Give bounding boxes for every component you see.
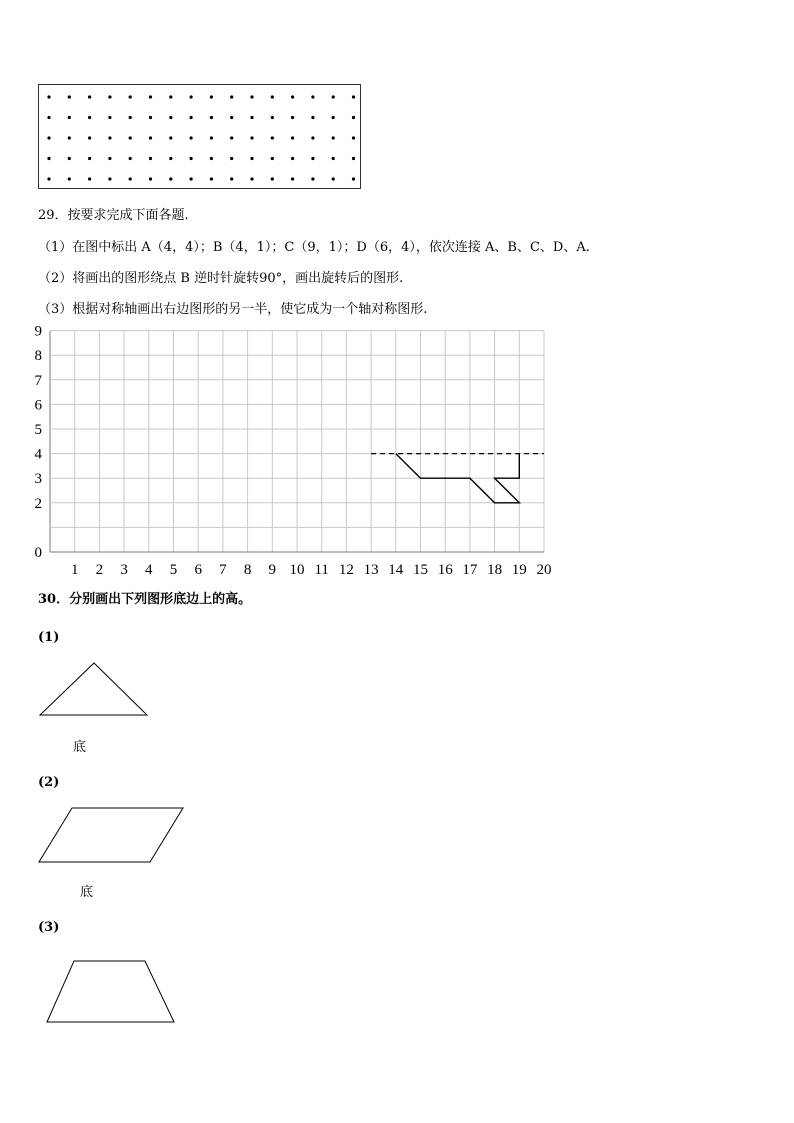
y-tick-label: 4 — [34, 446, 42, 463]
grid-dot — [169, 136, 172, 139]
x-tick-label: 4 — [145, 562, 153, 578]
grid-dot — [332, 177, 335, 180]
grid-dot — [68, 136, 71, 139]
grid-dot — [190, 136, 193, 139]
grid-dot — [149, 95, 152, 98]
x-tick-label: 10 — [289, 562, 305, 578]
grid-dot — [271, 116, 274, 119]
grid-dot — [108, 157, 111, 160]
grid-dot — [149, 116, 152, 119]
grid-dot — [230, 136, 233, 139]
x-tick-label: 7 — [219, 562, 227, 578]
x-tick-label: 13 — [363, 562, 379, 578]
grid-dot — [68, 95, 71, 98]
grid-dot — [169, 177, 172, 180]
grid-dot — [230, 157, 233, 160]
grid-dot — [352, 177, 355, 180]
coordinate-grid — [30, 322, 570, 584]
grid-dot — [190, 177, 193, 180]
grid-dot — [88, 95, 91, 98]
y-tick-label: 3 — [34, 471, 42, 488]
q29-heading: 29．按要求完成下面各题. — [38, 208, 189, 223]
grid-dot — [311, 116, 314, 119]
x-tick-label: 15 — [413, 562, 428, 578]
grid-dot — [68, 116, 71, 119]
grid-dot — [291, 157, 294, 160]
x-tick-label: 5 — [169, 562, 178, 578]
grid-dot — [190, 157, 193, 160]
grid-dot — [311, 136, 314, 139]
grid-dot — [169, 95, 172, 98]
x-tick-label: 12 — [338, 562, 354, 578]
grid-dot — [47, 95, 50, 98]
grid-dot — [291, 116, 294, 119]
grid-dot — [149, 177, 152, 180]
x-tick-label: 18 — [487, 562, 503, 578]
sub-label-1: (1) — [38, 630, 60, 645]
grid-dot — [311, 177, 314, 180]
grid-dot — [88, 177, 91, 180]
grid-dot — [332, 116, 335, 119]
grid-dot — [108, 136, 111, 139]
x-tick-label: 17 — [462, 562, 478, 578]
q29-item-2: （2）将画出的图形绕点 B 逆时针旋转90°，画出旋转后的图形. — [38, 271, 404, 286]
q29-item-3: （3）根据对称轴画出右边图形的另一半，使它成为一个轴对称图形. — [38, 302, 428, 317]
grid-dot — [47, 136, 50, 139]
base-label-1: 底 — [73, 740, 87, 755]
grid-dot — [149, 157, 152, 160]
x-tick-label: 16 — [437, 562, 453, 578]
grid-dot — [210, 116, 213, 119]
grid-dot — [129, 136, 132, 139]
grid-dot — [47, 116, 50, 119]
grid-dot — [291, 95, 294, 98]
grid-dot — [169, 157, 172, 160]
grid-dot — [352, 116, 355, 119]
grid-dot — [332, 157, 335, 160]
base-label-2: 底 — [80, 885, 94, 900]
grid-dot — [88, 157, 91, 160]
grid-dot — [129, 116, 132, 119]
x-tick-label: 19 — [511, 562, 527, 578]
grid-dot — [250, 136, 253, 139]
y-tick-label: 2 — [34, 495, 42, 512]
grid-dot — [291, 136, 294, 139]
grid-dot — [271, 157, 274, 160]
y-tick-label: 9 — [34, 323, 42, 340]
grid-dot — [190, 116, 193, 119]
grid-dot — [352, 157, 355, 160]
sub-label-3: (3) — [38, 920, 60, 935]
grid-dot — [47, 177, 50, 180]
grid-dot — [129, 157, 132, 160]
grid-dot — [250, 157, 253, 160]
grid-dot — [271, 177, 274, 180]
grid-dot — [352, 95, 355, 98]
x-tick-label: 6 — [194, 562, 202, 578]
grid-dot — [108, 116, 111, 119]
grid-dot — [149, 136, 152, 139]
y-tick-label: 0 — [34, 545, 42, 561]
grid-dot — [190, 95, 193, 98]
y-tick-label: 5 — [34, 422, 42, 438]
grid-dot — [210, 177, 213, 180]
grid-dot — [271, 95, 274, 98]
dot-grid — [39, 85, 362, 190]
grid-dot — [250, 177, 253, 180]
x-tick-label: 11 — [314, 562, 329, 578]
q30-heading: 30．分别画出下列图形底边上的高。 — [38, 592, 252, 607]
grid-dot — [352, 136, 355, 139]
dot-grid-box — [38, 84, 361, 189]
x-tick-label: 20 — [536, 562, 552, 578]
grid-dot — [169, 116, 172, 119]
q29-item-1: （1）在图中标出 A（4，4）；B（4，1）；C（9，1）；D（6，4），依次连接 A、B、C、D、A. — [38, 240, 590, 255]
grid-dot — [230, 95, 233, 98]
grid-dot — [250, 116, 253, 119]
parallelogram-figure — [36, 804, 188, 866]
grid-dot — [88, 116, 91, 119]
grid-dot — [230, 116, 233, 119]
x-tick-label: 2 — [95, 562, 104, 578]
triangle-figure — [36, 660, 152, 720]
grid-dot — [108, 95, 111, 98]
grid-dot — [68, 177, 71, 180]
grid-dot — [108, 177, 111, 180]
grid-dot — [210, 136, 213, 139]
grid-dot — [311, 157, 314, 160]
x-tick-label: 14 — [388, 562, 404, 578]
trapezoid-figure — [44, 958, 178, 1026]
grid-dot — [210, 157, 213, 160]
grid-dot — [129, 177, 132, 180]
grid-dot — [271, 136, 274, 139]
grid-dot — [47, 157, 50, 160]
grid-dot — [311, 95, 314, 98]
x-tick-label: 8 — [243, 562, 252, 578]
grid-dot — [230, 177, 233, 180]
grid-dot — [210, 95, 213, 98]
grid-dot — [250, 95, 253, 98]
grid-dot — [332, 95, 335, 98]
y-tick-label: 6 — [34, 397, 42, 414]
y-tick-label: 7 — [34, 372, 42, 389]
y-tick-label: 8 — [34, 348, 42, 365]
x-tick-label: 9 — [268, 562, 277, 578]
sub-label-2: (2) — [38, 775, 60, 790]
x-tick-label: 1 — [70, 562, 79, 578]
x-tick-label: 3 — [120, 562, 128, 578]
grid-dot — [332, 136, 335, 139]
grid-dot — [291, 177, 294, 180]
grid-dot — [129, 95, 132, 98]
grid-dot — [68, 157, 71, 160]
grid-dot — [88, 136, 91, 139]
